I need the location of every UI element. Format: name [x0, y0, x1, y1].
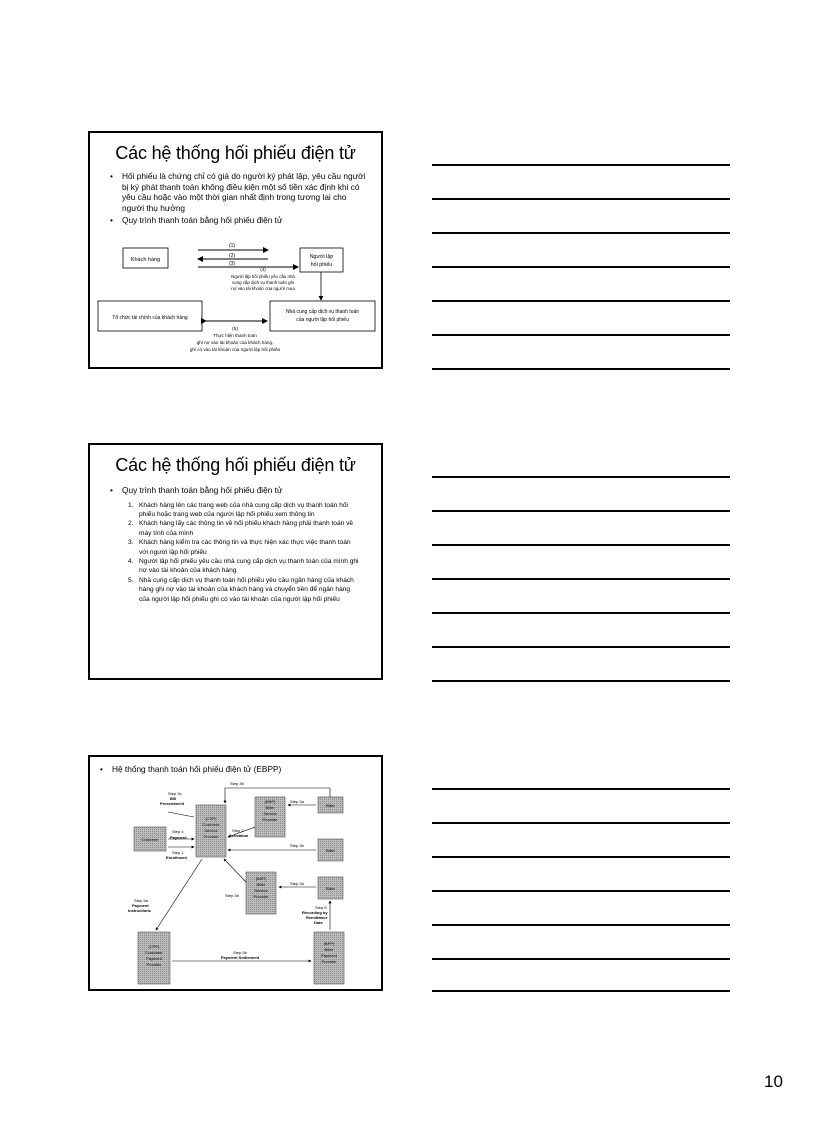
- note-line: [432, 334, 730, 336]
- label-step-5a: Step 5a: [134, 898, 148, 903]
- label-step-5b: Step 5b: [233, 950, 247, 955]
- label-recording-2: Remittance: [306, 915, 328, 920]
- label-step-1: Step 1: [172, 850, 184, 855]
- slide-1: [88, 131, 383, 369]
- label-enrollment: Enrollment: [166, 855, 187, 860]
- label-step-4: Step 4: [172, 829, 184, 834]
- step-text: Khách hàng lên các trang web của nhà cung cấp dịch vụ thanh toán hối phiếu hoặc trang web của người lập hối phiếu xem thông tin: [139, 501, 348, 518]
- step-5-text-2: ghi nợ vào tài khoản của khách hàng,: [196, 340, 274, 345]
- arrow-step-3b-low: [224, 859, 246, 882]
- bsp2-label-4: Provider: [253, 894, 269, 899]
- note-line: [432, 368, 730, 370]
- step-number: 1.: [128, 501, 134, 509]
- slide-2-steps: [90, 501, 381, 604]
- csp-label-3: Service: [204, 828, 218, 833]
- ebpp-diagram: [90, 777, 381, 991]
- biller-1-label: Biller: [326, 803, 335, 808]
- biller-label-1: Người lập: [309, 254, 334, 260]
- step-item: [128, 576, 361, 604]
- note-line: [432, 890, 730, 892]
- label-presentment: Presentment: [160, 801, 185, 806]
- arrow-step-5a: [156, 859, 202, 930]
- step-number: 5.: [128, 577, 134, 585]
- bpp-label-4: Provider: [321, 959, 337, 964]
- note-line: [432, 822, 730, 824]
- note-line: [432, 612, 730, 614]
- slide-3-bullets: [90, 764, 381, 775]
- slide-2: [88, 443, 383, 680]
- label-payment: Payment: [170, 835, 187, 840]
- label-step-3a-1: Step 3a: [290, 799, 304, 804]
- label-payment-instructions-2: Instructions: [128, 908, 151, 913]
- bsp2-label-3: Service: [254, 888, 268, 893]
- slide-1-bullets: [90, 171, 381, 226]
- step-number: 2.: [128, 520, 134, 528]
- cpp-label-2: Customer: [145, 950, 163, 955]
- provider-label-2: của người lập hối phiếu: [296, 317, 349, 323]
- label-payment-instructions-1: Payment: [132, 903, 149, 908]
- note-line: [432, 646, 730, 648]
- note-line: [432, 300, 730, 302]
- note-line: [432, 198, 730, 200]
- label-step-3b-mid: Step 3b: [290, 843, 304, 848]
- label-payment-settlement: Payment Settlement: [220, 955, 260, 960]
- note-line: [432, 578, 730, 580]
- slide-1-bullet-2: • Quy trình thanh toán bằng hối phiếu điện tử: [112, 215, 367, 226]
- payment-flow-diagram: [90, 241, 381, 361]
- slide-3-bullet: • Hệ thống thanh toán hối phiếu điện tử (EBPP): [102, 764, 367, 775]
- bpp-label-3: Payment: [321, 953, 337, 958]
- customer-label: Khách hàng: [130, 257, 161, 263]
- slide-1-bullet-1: • Hối phiếu là chứng chỉ có giá do người ký phát lập, yêu cầu người bị ký phát thanh toán không điều kiện một số tiền xác định khi có yêu cầu hoặc vào một thời gian nhất định trong tương lai cho người thụ hưởng: [112, 171, 367, 213]
- bsp-label-4: Provider: [262, 817, 278, 822]
- note-line: [432, 788, 730, 790]
- step-5-text-3: ghi có vào tài khoản của người lập hối phiếu: [189, 347, 281, 352]
- label-step-3b-top: Step 3b: [230, 781, 244, 786]
- bsp-label-3: Service: [263, 811, 277, 816]
- step-1-label: (1): [228, 243, 236, 249]
- cpp-label-1: (CPP): [148, 944, 160, 949]
- label-recording-3: Date: [314, 920, 323, 925]
- bsp2-label-2: Biller: [256, 882, 266, 887]
- step-item: [128, 519, 361, 537]
- label-step-3b-low: Step 3b: [225, 893, 239, 898]
- note-line: [432, 510, 730, 512]
- step-5-label: (5): [232, 327, 238, 332]
- note-line: [432, 164, 730, 166]
- label-step-3c: Step 3c: [168, 791, 182, 796]
- bank-label: Tổ chức tài chính của khách hàng: [112, 315, 188, 321]
- step-4-text-3: nợ vào tài khoản của người mua: [231, 286, 295, 291]
- label-activation: Activation: [229, 833, 249, 838]
- biller-box: [300, 248, 343, 272]
- note-line: [432, 856, 730, 858]
- note-line: [432, 924, 730, 926]
- cpp-label-4: Provider: [146, 962, 162, 967]
- note-line: [432, 476, 730, 478]
- note-line: [432, 958, 730, 960]
- step-text: Nhà cung cấp dịch vụ thanh toán hối phiếu yêu cầu ngân hàng của khách hàng ghi nợ vào tài khoản của khách hàng và chuyển tiền để ngân hàng của người lập hối phiếu ghi có vào tài khoản của người lập hối phiếu: [139, 577, 354, 603]
- label-step-3a-2: Step 3a: [290, 881, 304, 886]
- step-number: 3.: [128, 539, 134, 547]
- step-2-label: (2): [228, 253, 236, 259]
- step-item: [128, 501, 361, 519]
- label-step-2: Step 2: [232, 828, 244, 833]
- step-4-text-1: Người lập hối phiếu yêu cầu nhà: [231, 274, 295, 279]
- step-item: [128, 538, 361, 556]
- note-line: [432, 232, 730, 234]
- cpp-label-3: Payment: [146, 956, 162, 961]
- label-recording-1: Recording by: [302, 910, 328, 915]
- arrow-step-3c: [168, 812, 194, 817]
- bpp-label-2: Biller: [324, 947, 334, 952]
- step-5-text-1: Thực hiện thanh toán: [213, 333, 257, 338]
- label-step-6: Step 6: [315, 905, 327, 910]
- biller-label-2: hối phiếu: [310, 262, 333, 268]
- step-3-label: (3): [228, 261, 236, 267]
- csp-label-4: Provider: [203, 834, 219, 839]
- bsp2-label-1: (BSP): [255, 876, 267, 881]
- slide-2-bullets: [90, 485, 381, 496]
- slide-2-title: Các hệ thống hối phiếu điện tử: [115, 455, 356, 475]
- step-4-label: (4): [260, 267, 266, 272]
- step-text: Người lập hối phiếu yêu cầu nhà cung cấp dịch vụ thanh toán của mình ghi nợ vào tài khoản của khách hàng: [139, 558, 359, 575]
- csp-label-2: Customer: [202, 822, 220, 827]
- page-number: 10: [764, 1072, 783, 1091]
- slide-3: [88, 755, 383, 991]
- bsp-label-1: (BSP): [264, 799, 276, 804]
- bpp-label-1: (BPP): [323, 941, 335, 946]
- note-line: [432, 680, 730, 682]
- biller-2-label: Biller: [326, 848, 335, 853]
- step-text: Khách hàng lấy các thông tin về hối phiếu khách hàng phải thanh toán về máy tính của mình: [139, 520, 354, 537]
- biller-3-label: Biller: [326, 886, 335, 891]
- bsp-label-2: Biller: [265, 805, 275, 810]
- customer-label: Customer: [141, 837, 159, 842]
- step-item: [128, 557, 361, 575]
- step-text: Khách hàng kiểm tra các thông tin và thực hiện xác thực việc thanh toán với người lập hối phiếu: [139, 539, 351, 556]
- bpp-box: [314, 932, 344, 984]
- provider-label-1: Nhà cung cấp dịch vụ thanh toán: [285, 309, 360, 315]
- label-bill: Bill: [170, 796, 177, 801]
- note-line: [432, 544, 730, 546]
- csp-label-1: (CSP): [205, 816, 217, 821]
- step-number: 4.: [128, 558, 134, 566]
- step-4-text-2: cung cấp dịch vụ thanh toán ghi: [231, 280, 295, 285]
- note-line: [432, 990, 730, 992]
- note-line: [432, 266, 730, 268]
- slide-1-title: Các hệ thống hối phiếu điện tử: [115, 143, 356, 163]
- slide-2-bullet: • Quy trình thanh toán bằng hối phiếu điện tử: [112, 485, 367, 496]
- provider-box: [270, 301, 375, 331]
